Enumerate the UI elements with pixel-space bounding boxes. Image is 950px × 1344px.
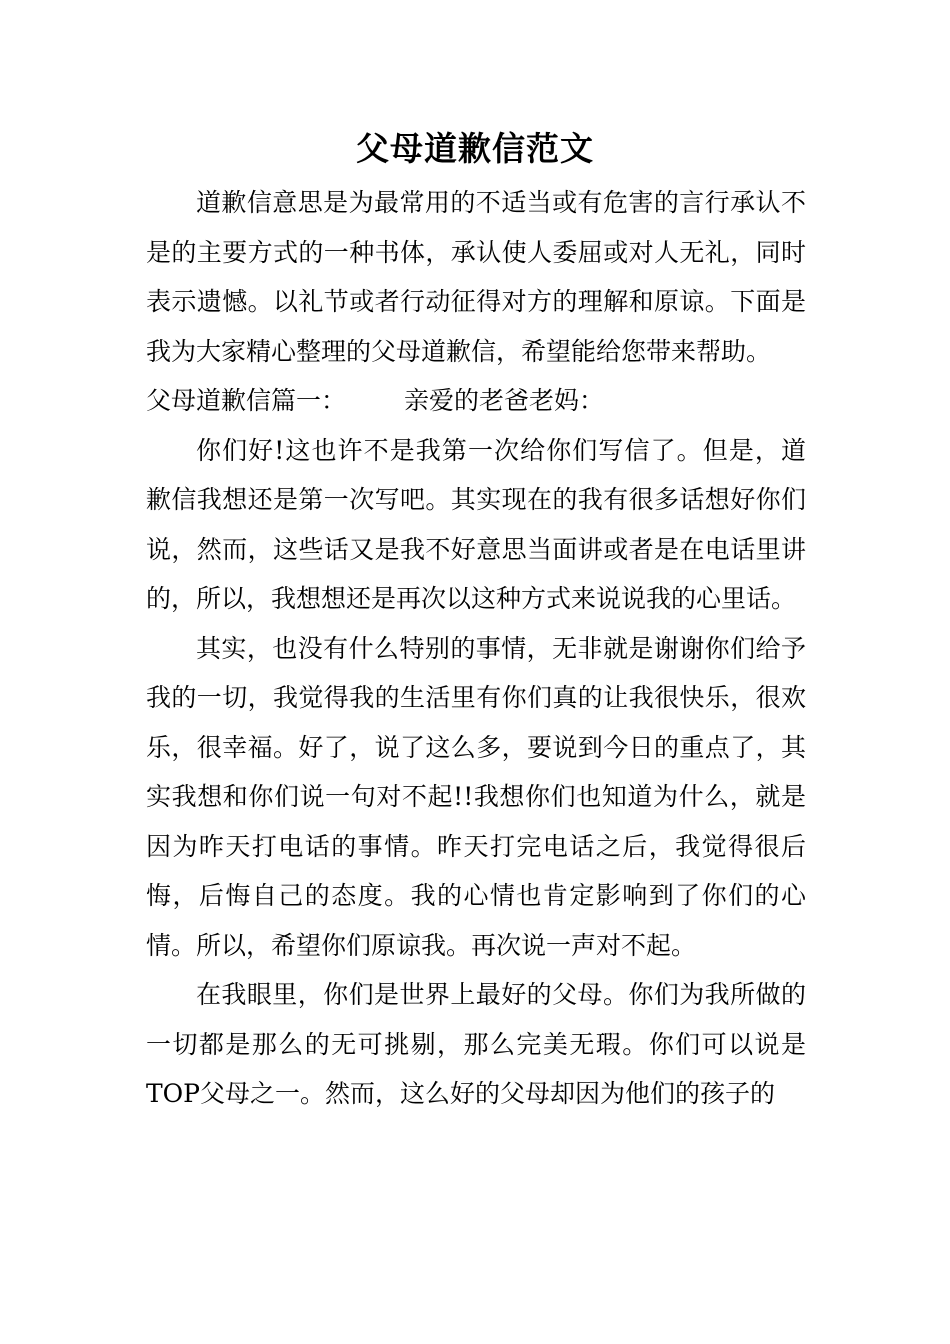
body-paragraph-1: 你们好!这也许不是我第一次给你们写信了。但是，道歉信我想还是第一次写吧。其实现在的我有很多话想好你们说，然而，这些话又是我不好意思当面讲或者是在电话里讲的，所以，我想想还是再次以这种方式来说说我的心里话。 bbox=[146, 435, 806, 613]
body-paragraph-2: 其实，也没有什么特别的事情，无非就是谢谢你们给予我的一切，我觉得我的生活里有你们真的让我很快乐，很欢乐，很幸福。好了，说了这么多，要说到今日的重点了，其实我想和你们说一句对不起!!我想你们也知道为什么，就是因为昨天打电话的事情。昨天打完电话之后，我觉得很后悔，后悔自己的态度。我的心情也肯定影响到了你们的心情。所以，希望你们原谅我。再次说一声对不起。 bbox=[146, 633, 806, 960]
salutation: 亲爱的老爸老妈： bbox=[404, 386, 605, 415]
intro-paragraph: 道歉信意思是为最常用的不适当或有危害的言行承认不是的主要方式的一种书体，承认使人委屈或对人无礼，同时表示遗憾。以礼节或者行动征得对方的理解和原谅。下面是我为大家精心整理的父母道歉信，希望能给您带来帮助。 bbox=[146, 188, 806, 366]
section-heading: 父母道歉信篇一： bbox=[146, 386, 347, 415]
document-body bbox=[146, 178, 806, 1119]
body-paragraph-3: 在我眼里，你们是世界上最好的父母。你们为我所做的一切都是那么的无可挑剔，那么完美无瑕。你们可以说是TOP父母之一。然而，这么好的父母却因为他们的孩子的 bbox=[146, 980, 806, 1108]
document-title: 父母道歉信范文 bbox=[356, 129, 594, 168]
section-heading-line bbox=[146, 376, 806, 426]
